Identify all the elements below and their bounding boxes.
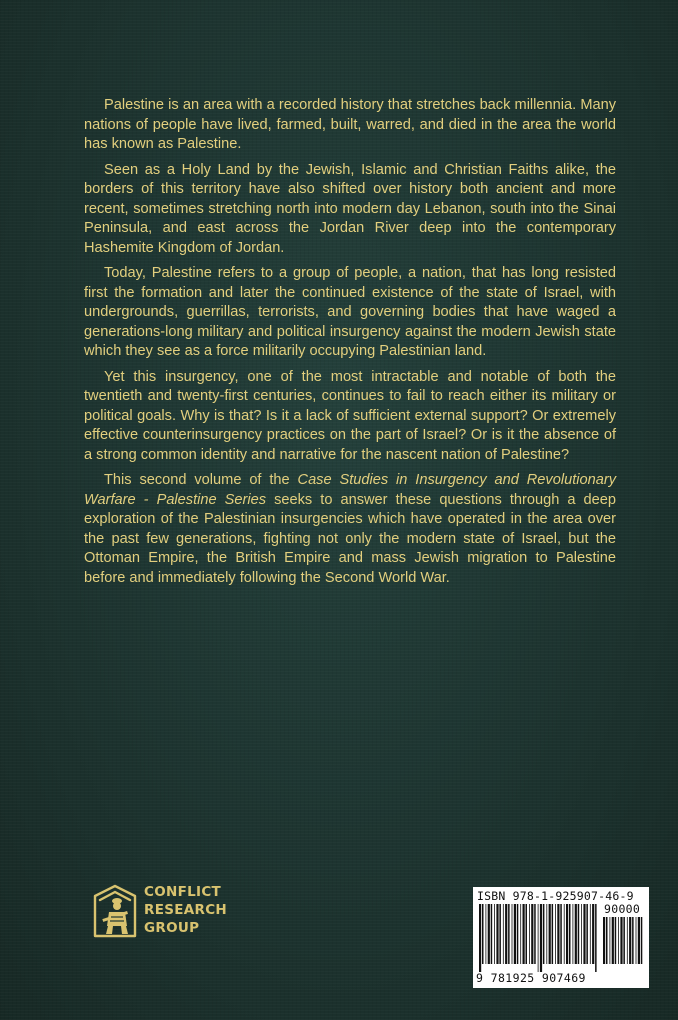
barcode-bar — [610, 917, 611, 964]
isbn-barcode — [473, 887, 649, 988]
barcode-bars — [479, 904, 597, 972]
isbn-number: ISBN 978-1-925907-46-9 — [477, 889, 634, 903]
blurb-paragraph-5-end: seeks to answer these questions through a deep exploration of the Palestinian insurgencies which have operated in the area over the past few generations, fighting not only the modern state of Israel, but the Ottoman Empire, the British Empire and mass Jewish migration to Palestine before and immediately following the Second World War. — [84, 491, 617, 586]
barcode-bar — [566, 904, 568, 964]
barcode-bar — [620, 917, 622, 964]
barcode-bar — [629, 917, 631, 964]
blurb-paragraph-4: Yet this insurgency, one of the most intractable and notable of both the twentieth and twenty-first centuries, continues to fail to reach either its military or political goals. Why is that? Is it a lack of sufficient external support? Or extremely effective counterinsurgency practices on the part of Israel? Or is it the absence of a strong common identity and narrative for the nascent nation of Palestine? — [84, 368, 616, 463]
barcode-bar — [479, 904, 481, 972]
barcode-bar — [488, 904, 490, 964]
barcode-bar — [491, 904, 493, 964]
price-addon-code: 90000 — [604, 902, 641, 916]
barcode-bar — [505, 904, 507, 964]
barcode-bar — [503, 904, 504, 964]
barcode-bar — [512, 904, 513, 964]
barcode-bar — [486, 904, 487, 964]
barcode-bar — [612, 917, 614, 964]
barcode-bar — [555, 904, 556, 964]
publisher-name-line-3: GROUP — [144, 920, 200, 936]
barcode-bar — [526, 904, 528, 964]
barcode-bar — [494, 904, 495, 964]
barcode-bar — [529, 904, 530, 964]
publisher-name-line-2: RESEARCH — [144, 902, 228, 918]
barcode-bar — [623, 917, 625, 964]
barcode-bar — [603, 917, 605, 964]
barcode-bar — [569, 904, 571, 964]
barcode-bar — [482, 904, 484, 964]
barcode-bar — [590, 904, 591, 964]
barcode-bar — [575, 904, 577, 964]
blurb-paragraph-3: Today, Palestine refers to a group of people, a nation, that has long resisted first the formation and later the continued existence of the state of Israel, with undergrounds, guerrillas, terrorists, and governing bodies that have waged a generations-long military and political insurgency against the modern Jewish state which they see as a force militarily occupying Palestinian land. — [84, 265, 616, 359]
blurb-paragraph-1: Palestine is an area with a recorded history that stretches back millennia. Many nations of people have lived, farmed, built, warred, and died in the area the world has known as Palestine. — [84, 97, 616, 152]
blurb-text — [84, 96, 616, 594]
barcode-bar — [557, 904, 559, 964]
blurb-paragraph-5 — [84, 471, 616, 588]
barcode-bar — [534, 904, 536, 964]
barcode-bar — [552, 904, 554, 964]
addon-barcode-bars — [603, 917, 645, 972]
barcode-bar — [615, 917, 617, 964]
barcode-bar — [499, 904, 501, 964]
barcode-bar — [517, 904, 519, 964]
barcode-bar — [540, 904, 542, 972]
barcode-bar — [564, 904, 565, 964]
barcode-bar — [573, 904, 574, 964]
barcode-bar — [583, 904, 585, 964]
barcode-bar — [560, 904, 562, 964]
barcode-bar — [618, 917, 619, 964]
barcode-bar — [578, 904, 580, 964]
blurb-paragraph-5-start: This second volume of the — [104, 472, 298, 488]
barcode-bar — [514, 904, 516, 964]
barcode-bar — [641, 917, 643, 964]
blurb-paragraph-2: Seen as a Holy Land by the Jewish, Islamic and Christian Faiths alike, the borders of this territory have also shifted over history both ancient and more recent, sometimes stretching north into modern day Lebanon, south into the Sinai Peninsula, and east across the Jordan River deep into the contemporary Hashemite Kingdom of Jordan. — [84, 161, 616, 256]
barcode-bar — [496, 904, 498, 964]
barcode-bar — [508, 904, 510, 964]
publisher-logo — [92, 880, 252, 942]
barcode-bar — [636, 917, 637, 964]
barcode-bar — [520, 904, 521, 964]
barcode-digits: 9 781925 907469 — [476, 971, 586, 985]
publisher-name-line-1: CONFLICT — [144, 884, 222, 900]
barcode-bar — [632, 917, 634, 964]
barcode-bar — [581, 904, 582, 964]
barcode-bar — [523, 904, 525, 964]
barcode-bar — [549, 904, 551, 964]
series-title: Case Studies in Insurgency and Revolutionary Warfare - Palestine Series — [84, 472, 616, 508]
barcode-bar — [592, 904, 594, 964]
barcode-bar — [638, 917, 640, 964]
barcode-bar — [546, 904, 547, 964]
barcode-bar — [586, 904, 588, 964]
soldier-emblem-icon — [92, 882, 138, 940]
barcode-bar — [543, 904, 545, 964]
barcode-bar — [531, 904, 533, 964]
barcode-bar — [606, 917, 608, 964]
publisher-name — [144, 883, 227, 937]
barcode-bar — [595, 904, 597, 972]
barcode-bar — [627, 917, 628, 964]
barcode-bar — [538, 904, 539, 972]
